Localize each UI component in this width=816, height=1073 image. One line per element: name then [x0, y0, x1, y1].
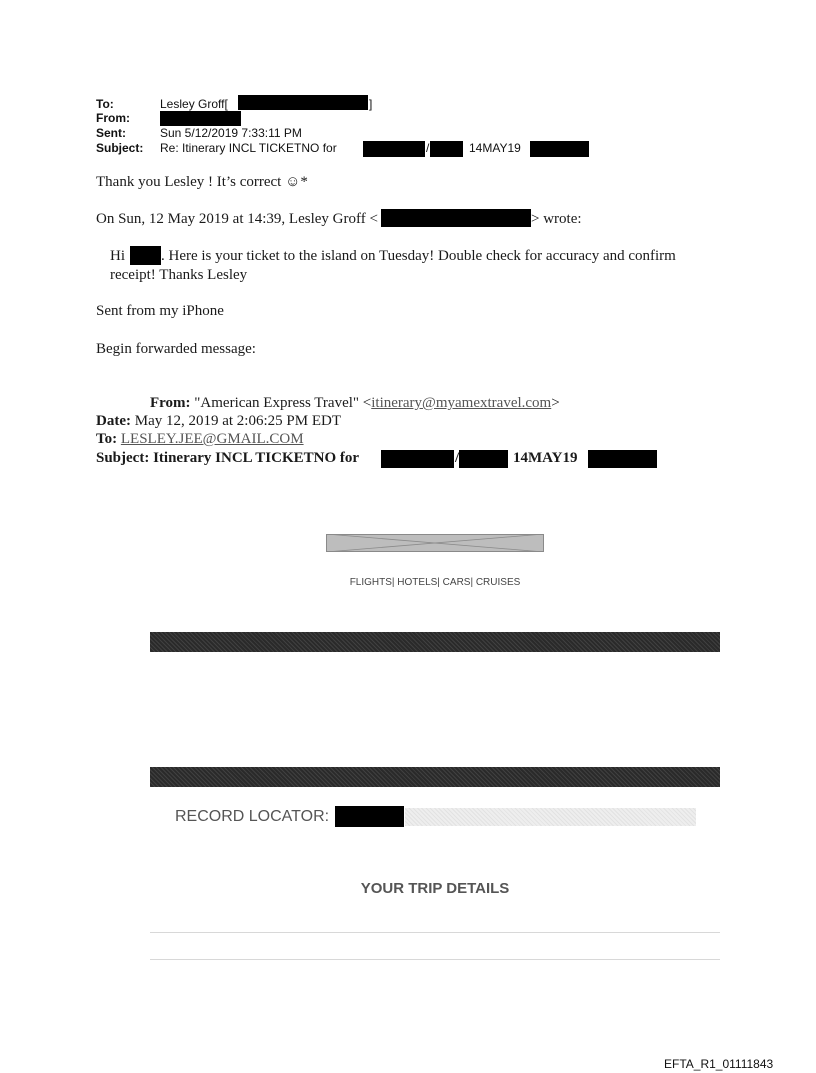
- redaction-box: [160, 111, 241, 126]
- divider: [150, 932, 720, 933]
- sent-from-iphone: Sent from my iPhone: [96, 303, 224, 319]
- record-locator-label: RECORD LOCATOR:: [175, 808, 330, 825]
- sent-label: Sent:: [96, 126, 126, 140]
- fwd-to-email-link[interactable]: LESLEY.JEE@GMAIL.COM: [120, 431, 304, 447]
- travel-nav-links[interactable]: FLIGHTS| HOTELS| CARS| CRUISES: [349, 577, 521, 588]
- redaction-box: [430, 141, 463, 157]
- fwd-subject-line: [96, 450, 359, 467]
- redaction-box: [238, 95, 368, 110]
- quote-hi: Hi: [110, 248, 125, 264]
- fwd-subject-slash: /: [455, 450, 460, 466]
- dark-banner-bottom: [150, 767, 720, 787]
- redaction-box: [588, 450, 657, 468]
- sent-value: Sun 5/12/2019 7:33:11 PM: [160, 126, 302, 140]
- fwd-from-email-link[interactable]: itinerary@myamextravel.com: [371, 395, 552, 411]
- fwd-to-label: To:: [96, 431, 118, 447]
- redaction-box: [530, 141, 589, 157]
- fwd-date-line: [96, 413, 341, 430]
- redaction-box: [130, 246, 161, 265]
- subject-date: 14MAY19: [469, 141, 521, 155]
- quote-line-1: . Here is your ticket to the island on Tuesday! Double check for accuracy and confirm: [161, 248, 676, 264]
- subject-label: Subject:: [96, 141, 144, 155]
- from-label: From:: [96, 111, 130, 125]
- to-value: Lesley Groff[: [160, 97, 228, 111]
- redaction-box: [381, 450, 454, 468]
- fwd-from-label: From:: [150, 395, 191, 411]
- fwd-date-label: Date:: [96, 413, 131, 429]
- fwd-to-line: [96, 431, 304, 448]
- to-suffix: ]: [369, 97, 373, 111]
- fwd-from-name: "American Express Travel" <: [194, 395, 372, 411]
- begin-forwarded: Begin forwarded message:: [96, 341, 256, 357]
- subject-value: Re: Itinerary INCL TICKETNO for: [160, 141, 337, 155]
- fwd-from-close: >: [551, 395, 560, 411]
- fwd-subject-value: Itinerary INCL TICKETNO for: [153, 450, 360, 466]
- to-label: To:: [96, 97, 114, 111]
- fwd-from-line: [150, 395, 560, 412]
- redaction-box: [335, 806, 404, 827]
- document-id: EFTA_R1_01111843: [664, 1057, 774, 1071]
- fwd-date-value: May 12, 2019 at 2:06:25 PM EDT: [134, 413, 341, 429]
- trip-details-heading: YOUR TRIP DETAILS: [360, 880, 510, 897]
- reply-text: Thank you Lesley ! It’s correct ☺*: [96, 174, 308, 190]
- redaction-box: [459, 450, 508, 468]
- divider: [150, 959, 720, 960]
- fwd-subject-label: Subject:: [96, 450, 150, 466]
- quote-line-2: receipt! Thanks Lesley: [110, 267, 248, 283]
- quote-intro-end: > wrote:: [531, 211, 582, 227]
- broken-image-icon: [326, 534, 544, 552]
- subject-slash: /: [426, 141, 430, 155]
- fwd-subject-date: 14MAY19: [513, 450, 578, 466]
- dark-banner-top: [150, 632, 720, 652]
- record-locator-field: [405, 808, 696, 826]
- quote-intro: On Sun, 12 May 2019 at 14:39, Lesley Groff <: [96, 211, 378, 227]
- redaction-box: [363, 141, 425, 157]
- redaction-box: [381, 209, 531, 227]
